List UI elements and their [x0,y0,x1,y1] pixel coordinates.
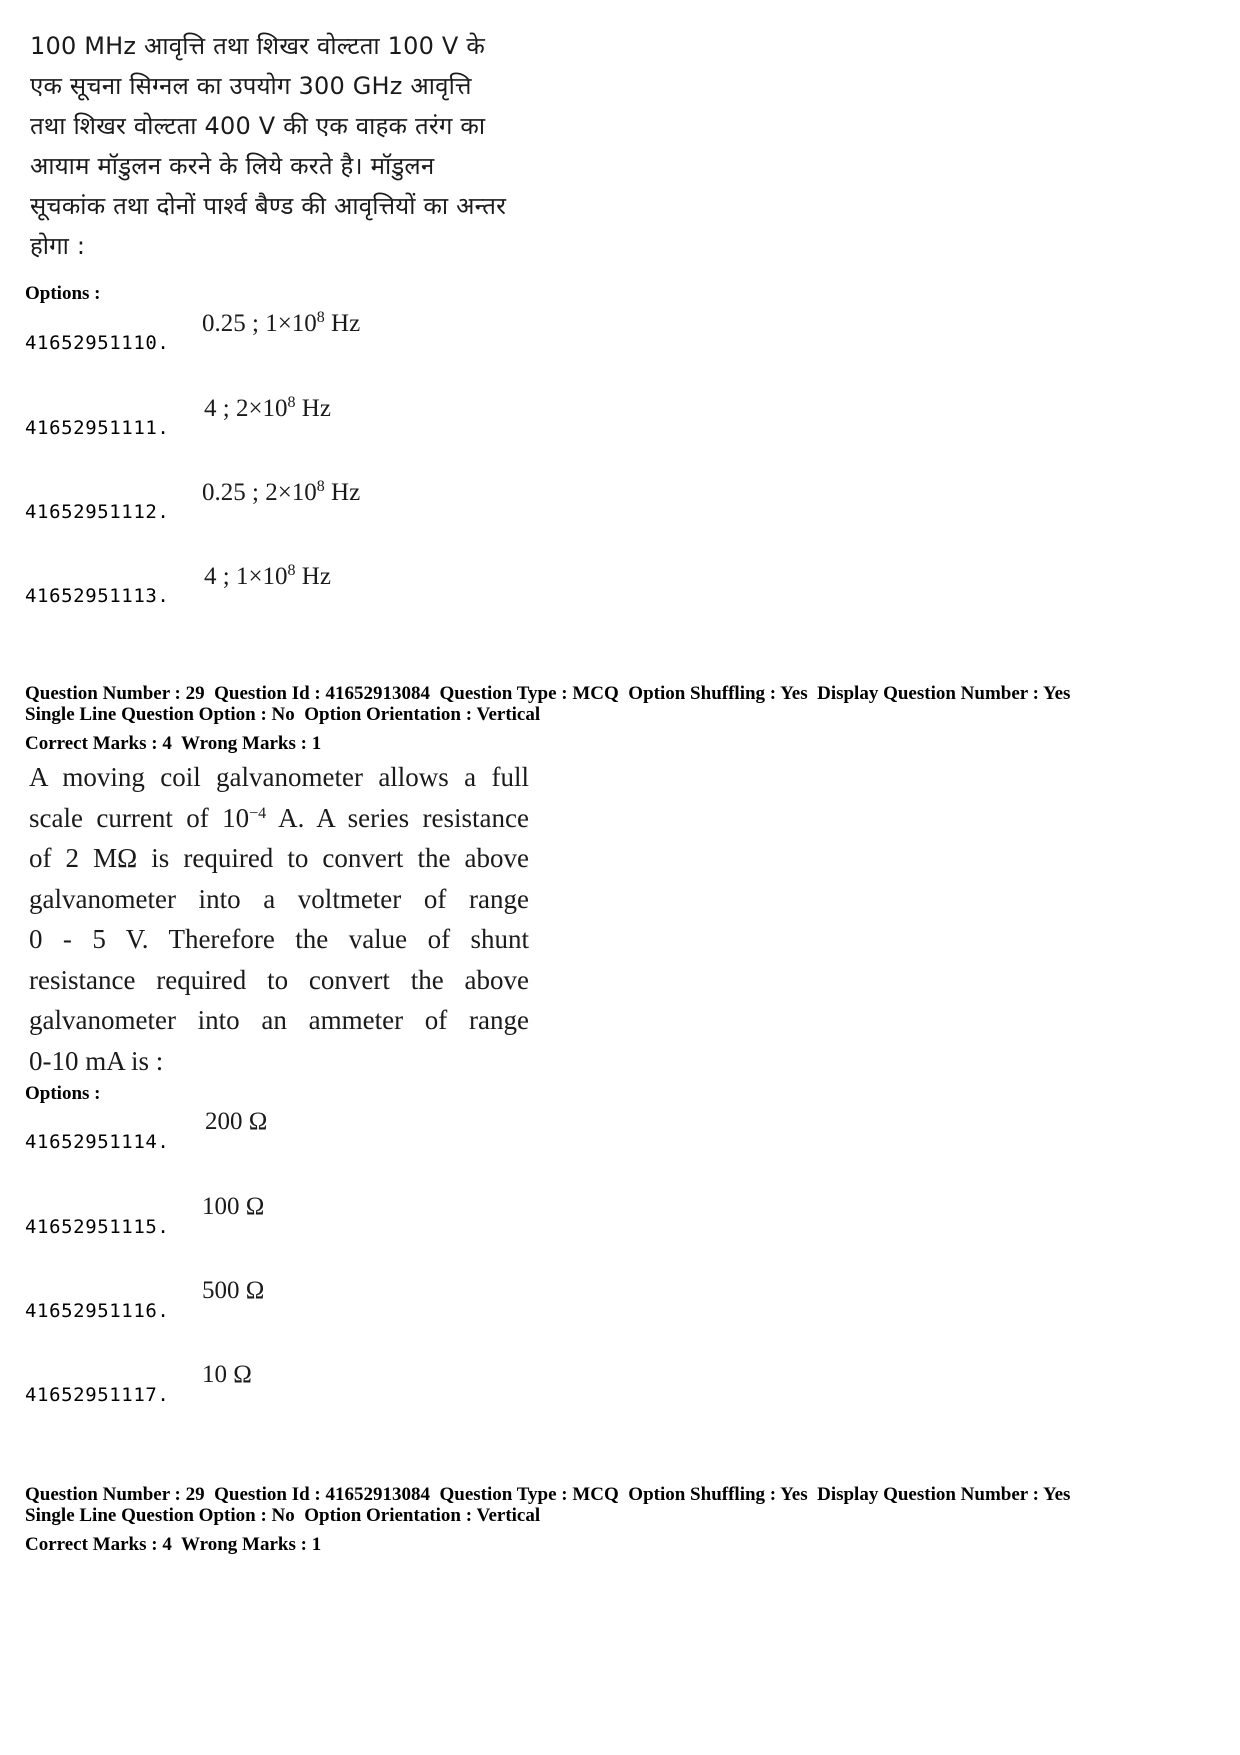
question-line: होगा : [30,232,86,260]
question-meta: Question Number : 29 Question Id : 41652913084 Question Type : MCQ Option Shuffling : Yes Display Question Number : Yes [25,683,1071,704]
exponent: −4 [249,804,267,822]
question-line: एक सूचना सिग्नल का उपयोग 300 GHz आवृत्ति [30,72,472,100]
question-line: of 2 MΩ is required to convert the above [29,843,529,873]
question-text [29,757,529,1081]
option-value: 4 ; $1\times 10^8$ Hz [204,562,331,590]
exponent: 8 [287,562,296,579]
option-value: 4 ; $2\times 10^8$ Hz [204,394,331,422]
option-id: 41652951110. [25,332,170,354]
question-marks: Correct Marks : 4 Wrong Marks : 1 [25,733,322,754]
question-text-hindi [30,26,535,266]
question-line: 100 MHz आवृत्ति तथा शिखर वोल्टता 100 V के [30,32,485,60]
option-value: 0.25 ; $1\times 10^8$ Hz [202,309,361,337]
options-label: Options : [25,1083,101,1104]
option-id: 41652951115. [25,1216,170,1238]
exponent: 8 [316,478,325,495]
question-meta: Single Line Question Option : No Option Orientation : Vertical [25,704,541,725]
question-line: A moving coil galvanometer allows a full [29,762,529,792]
question-line: galvanometer into an ammeter of range [29,1005,529,1035]
exponent: 8 [316,309,325,326]
option-value: 100 Ω [202,1193,265,1220]
exponent: 8 [287,394,296,411]
option-id: 41652951116. [25,1300,170,1322]
question-meta: Single Line Question Option : No Option Orientation : Vertical [25,1505,541,1526]
option-id: 41652951113. [25,585,170,607]
question-meta: Question Number : 29 Question Id : 41652913084 Question Type : MCQ Option Shuffling : Yes Display Question Number : Yes [25,1484,1071,1505]
option-id: 41652951112. [25,501,170,523]
question-line: तथा शिखर वोल्टता 400 V की एक वाहक तरंग का [30,112,486,140]
option-value: 10 Ω [202,1361,252,1388]
question-marks: Correct Marks : 4 Wrong Marks : 1 [25,1534,322,1555]
question-line: 0 - 5 V. Therefore the value of shunt [29,924,529,954]
option-id: 41652951114. [25,1131,170,1153]
option-value: 500 Ω [202,1277,265,1304]
options-label: Options : [25,283,101,304]
question-line: 0-10 mA is : [29,1045,164,1076]
question-line: scale current of $10^{-4}$ A. A series resistance [29,802,530,833]
option-id: 41652951111. [25,417,170,439]
question-line: galvanometer into a voltmeter of range [29,883,529,914]
question-line: आयाम मॉडुलन करने के लिये करते है। मॉडुलन [30,152,435,180]
option-value: 200 Ω [205,1108,268,1135]
question-line: resistance required to convert the above [29,964,529,995]
question-line: सूचकांक तथा दोनों पार्श्व बैण्ड की आवृत्तियों का अन्तर [30,192,507,220]
option-value: 0.25 ; $2\times 10^8$ Hz [202,478,361,506]
option-id: 41652951117. [25,1384,170,1406]
